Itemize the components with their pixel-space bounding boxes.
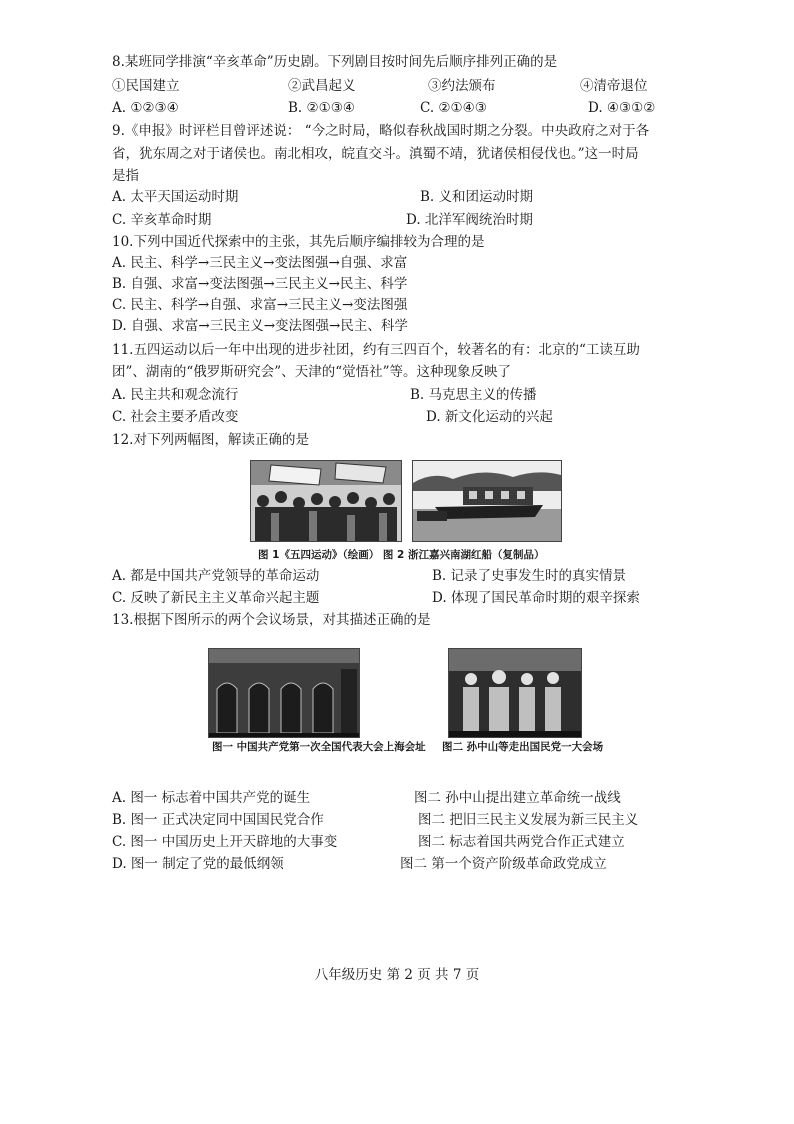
q11-option-d: D. 新文化运动的兴起 <box>426 409 553 425</box>
q12-option-c: C. 反映了新民主主义革命兴起主题 <box>112 590 320 606</box>
q13-figure1-caption: 图一 中国共产党第一次全国代表大会上海会址 <box>212 741 426 753</box>
may-fourth-painting-image <box>250 460 402 542</box>
q9-stem-line2: 省，犹东周之对于诸侯也。南北相攻，皖直交斗。滇蜀不靖，犹诸侯相侵伐也。”这一时局 <box>112 146 639 162</box>
q8-item-3: ③约法颁布 <box>428 78 496 94</box>
q10-stem: 10.下列中国近代探索中的主张，其先后顺序编排较为合理的是 <box>112 234 485 250</box>
q13-option-a-fig1: A. 图一 标志着中国共产党的诞生 <box>112 790 311 806</box>
q13-option-c-fig2: 图二 标志着国共两党合作正式建立 <box>418 834 625 850</box>
q9-option-d: D. 北洋军阀统治时期 <box>406 212 533 228</box>
q10-option-b: B. 自强、求富→变法图强→三民主义→民主、科学 <box>112 276 408 292</box>
q13-figure2-caption: 图二 孙中山等走出国民党一大会场 <box>442 741 604 753</box>
cpc-site-illustration <box>209 649 359 737</box>
q8-option-d: D. ④③①② <box>588 100 656 116</box>
q12-stem: 12.对下列两幅图，解读正确的是 <box>112 432 309 448</box>
page-footer: 八年级历史 第 2 页 共 7 页 <box>314 967 480 983</box>
q8-item-1: ①民国建立 <box>112 78 180 94</box>
q8-option-a: A. ①②③④ <box>112 100 179 116</box>
q10-option-a: A. 民主、科学→三民主义→变法图强→自强、求富 <box>112 255 408 271</box>
q8-option-b: B. ②①③④ <box>288 100 355 116</box>
kmt-first-congress-image <box>448 648 582 738</box>
q12-option-d: D. 体现了国民革命时期的艰辛探索 <box>432 590 640 606</box>
q9-option-a: A. 太平天国运动时期 <box>112 189 239 205</box>
q11-option-c: C. 社会主要矛盾改变 <box>112 409 239 425</box>
q9-stem-line3: 是指 <box>112 168 139 184</box>
q13-option-d-fig2: 图二 第一个资产阶级革命政党成立 <box>400 856 607 872</box>
q11-stem-line1: 11.五四运动以后一年中出现的进步社团，约有三四百个，较著名的有：北京的“工读互助 <box>112 342 640 358</box>
q12-option-b: B. 记录了史事发生时的真实情景 <box>432 568 627 584</box>
q12-option-a: A. 都是中国共产党领导的革命运动 <box>112 568 320 584</box>
q9-stem-line1: 9.《申报》时评栏目曾评述说： “今之时局，略似春秋战国时期之分裂。中央政府之对于各 <box>112 123 650 139</box>
q9-option-b: B. 义和团运动时期 <box>420 189 534 205</box>
q10-option-c: C. 民主、科学→自强、求富→三民主义→变法图强 <box>112 297 408 313</box>
q13-option-d-fig1: D. 图一 制定了党的最低纲领 <box>112 856 284 872</box>
q10-option-d: D. 自强、求富→三民主义→变法图强→民主、科学 <box>112 318 408 334</box>
q8-item-2: ②武昌起义 <box>288 78 356 94</box>
q11-option-a: A. 民主共和观念流行 <box>112 387 239 403</box>
kmt-congress-illustration <box>449 649 581 737</box>
q8-item-4: ④清帝退位 <box>580 78 648 94</box>
q12-figures-caption: 图 1《五四运动》（绘画） 图 2 浙江嘉兴南湖红船（复制品） <box>258 549 545 561</box>
q9-option-c: C. 辛亥革命时期 <box>112 212 212 228</box>
cpc-first-congress-site-image <box>208 648 360 738</box>
q8-option-c: C. ②①④③ <box>420 100 487 116</box>
red-boat-image <box>412 460 562 542</box>
q13-option-b-fig2: 图二 把旧三民主义发展为新三民主义 <box>418 812 639 828</box>
q13-stem: 13.根据下图所示的两个会议场景，对其描述正确的是 <box>112 612 431 628</box>
may-fourth-painting-illustration <box>251 461 401 541</box>
q13-option-b-fig1: B. 图一 正式决定同中国国民党合作 <box>112 812 324 828</box>
q11-option-b: B. 马克思主义的传播 <box>410 387 537 403</box>
q13-option-c-fig1: C. 图一 中国历史上开天辟地的大事变 <box>112 834 338 850</box>
q13-option-a-fig2: 图二 孙中山提出建立革命统一战线 <box>414 790 621 806</box>
q11-stem-line2: 团”、湖南的“俄罗斯研究会”、天津的“觉悟社”等。这种现象反映了 <box>112 364 512 380</box>
red-boat-illustration <box>413 461 561 541</box>
q8-stem: 8.某班同学排演“辛亥革命”历史剧。下列剧目按时间先后顺序排列正确的是 <box>112 54 558 70</box>
